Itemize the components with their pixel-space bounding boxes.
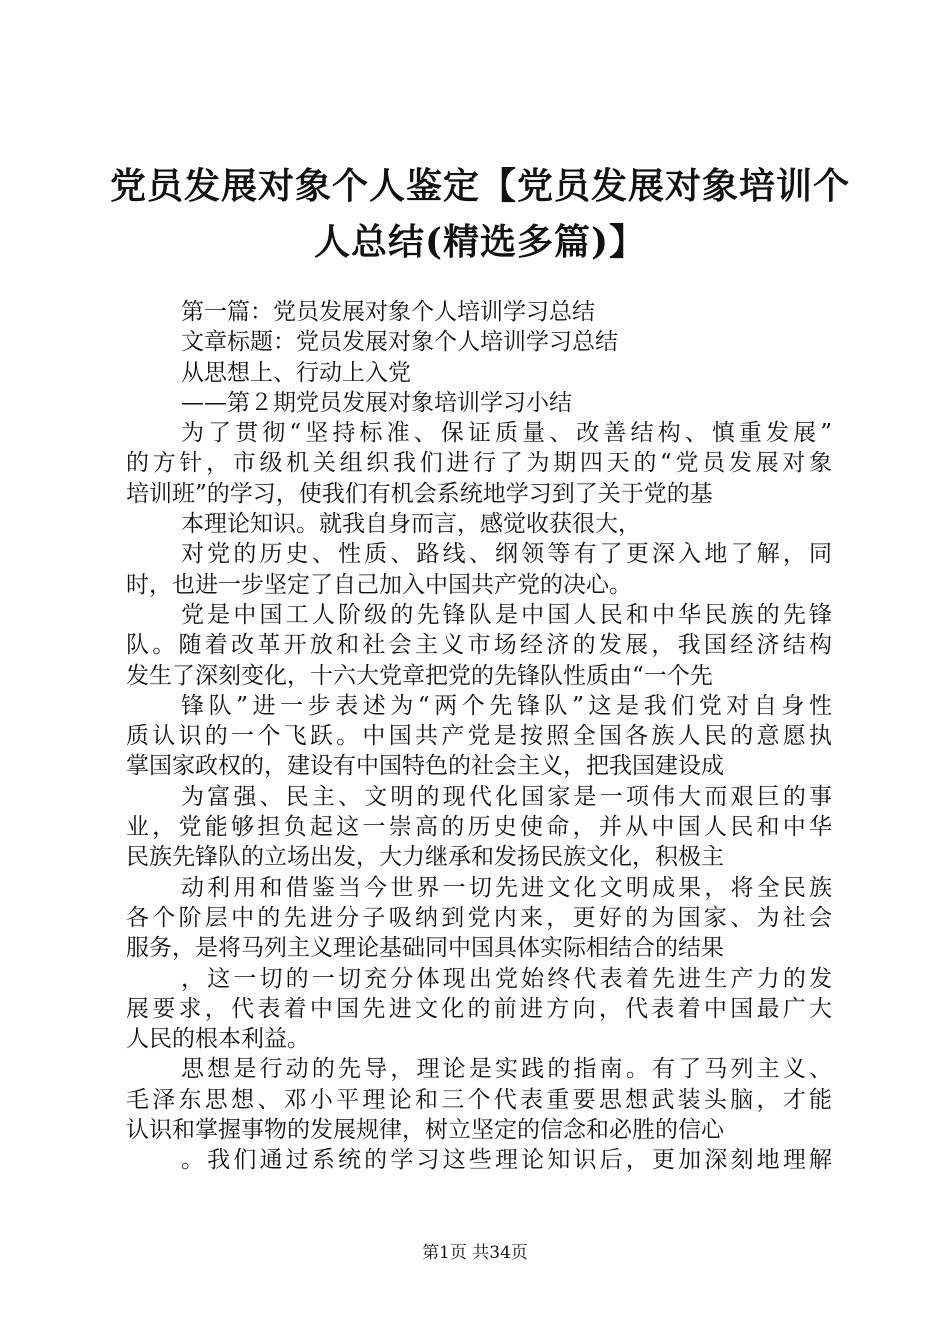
text-line: 质认识的一个飞跃。中国共产党是按照全国各族人民的意愿执 — [126, 723, 832, 750]
title-line: 党员发展对象个人鉴定【党员发展对象培训个 — [110, 165, 851, 207]
text-line: 业，党能够担负起这一崇高的历史使命，并从中国人民和中华 — [126, 814, 832, 841]
text-line: 文章标题：党员发展对象个人培训学习总结 — [181, 329, 618, 356]
text-line: 人民的根本利益。 — [126, 1026, 310, 1053]
text-line: 毛泽东思想、邓小平理论和三个代表重要思想武装头脑，才能 — [126, 1086, 832, 1113]
text-line: 动利用和借鉴当今世界一切先进文化文明成果，将全民族 — [181, 874, 832, 901]
text-line: 民族先锋队的立场出发，大力继承和发扬民族文化，积极主 — [126, 844, 724, 871]
text-line: 时，也进一步坚定了自己加入中国共产党的决心。 — [126, 571, 632, 598]
text-line: 为富强、民主、文明的现代化国家是一项伟大而艰巨的事 — [181, 783, 832, 810]
title-line: 人总结(精选多篇)】 — [313, 221, 647, 263]
text-line: 党是中国工人阶级的先锋队是中国人民和中华民族的先锋 — [181, 601, 832, 628]
text-line: 为了贯彻“坚持标准、保证质量、改善结构、慎重发展” — [181, 420, 832, 447]
text-line: 队。随着改革开放和社会主义市场经济的发展，我国经济结构 — [126, 632, 832, 659]
text-line: 本理论知识。就我自身而言，感觉收获很大， — [181, 511, 641, 538]
document-body — [126, 297, 832, 1176]
text-line: 掌国家政权的，建设有中国特色的社会主义，把我国建设成 — [126, 753, 724, 780]
page-footer: 第1页 共34页 — [422, 1243, 528, 1263]
text-line: 展要求，代表着中国先进文化的前进方向，代表着中国最广大 — [126, 995, 832, 1022]
text-line: 各个阶层中的先进分子吸纳到党内来，更好的为国家、为社会 — [126, 904, 832, 931]
text-line: 服务，是将马列主义理论基础同中国具体实际相结合的结果 — [126, 935, 724, 962]
text-line: 锋队”进一步表述为“两个先锋队”这是我们党对自身性 — [181, 692, 832, 719]
text-line: 。我们通过系统的学习这些理论知识后，更加深刻地理解 — [181, 1147, 832, 1174]
text-line: 第一篇：党员发展对象个人培训学习总结 — [181, 299, 595, 325]
text-line: 从思想上、行动上入党 — [181, 359, 411, 386]
text-line: 的方针，市级机关组织我们进行了为期四天的“党员发展对象 — [126, 450, 832, 477]
text-line: ——第２期党员发展对象培训学习小结 — [181, 389, 572, 416]
text-line: 培训班”的学习，使我们有机会系统地学习到了关于党的基 — [126, 480, 713, 507]
document-title — [110, 158, 850, 270]
text-line: 发生了深刻变化，十六大党章把党的先锋队性质由“一个先 — [126, 662, 713, 689]
text-line: 思想是行动的先导，理论是实践的指南。有了马列主义、 — [181, 1056, 832, 1083]
text-line: 认识和掌握事物的发展规律，树立坚定的信念和必胜的信心 — [126, 1117, 724, 1144]
text-line: 对党的历史、性质、路线、纲领等有了更深入地了解，同 — [181, 541, 832, 568]
text-line: ，这一切的一切充分体现出党始终代表着先进生产力的发 — [181, 965, 832, 992]
